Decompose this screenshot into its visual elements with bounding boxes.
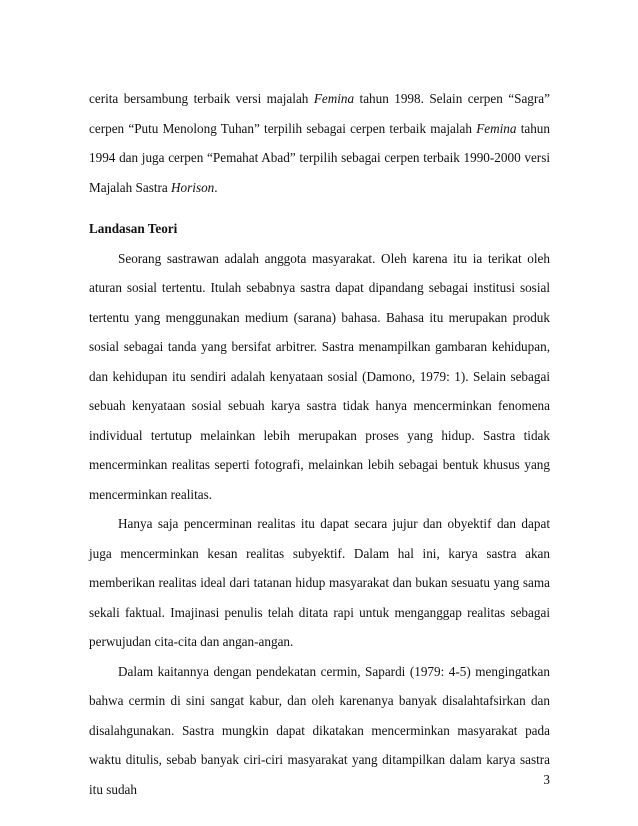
paragraph-landasan-3: Dalam kaitannya dengan pendekatan cermin, Sapardi (1979: 4-5) mengingatkan bahwa cermin di sini sangat kabur, dan oleh karenanya banyak disalahtafsirkan dan disalahgunakan. Sastra mungkin dapat dikatakan mencerminkan masyarakat pada waktu ditulis, sebab banyak ciri-ciri masyarakat yang ditampilkan dalam karya sastra itu sudah (89, 663, 550, 797)
section-heading: Landasan Teori (89, 221, 178, 236)
magazine-title: Femina (476, 120, 517, 136)
magazine-title: Femina (313, 91, 355, 106)
paragraph-landasan-1: Seorang sastrawan adalah anggota masyarakat. Oleh karena itu ia terikat oleh aturan sosial tertentu. Itulah sebabnya sastra dapat dipandang sebagai institusi sosial tertentu yang menggunakan medium (sarana) bahasa. Bahasa itu merupakan produk sosial sebagai tanda yang bersifat arbitrer. Sastra menampilkan gambaran kehidupan, dan kehidupan itu sendiri adalah kenyataan sosial (Damono, 1979: 1). Selain sebagai sebuah kenyataan sosial sebuah karya sastra tidak hanya mencerminkan fenomena individual tertutup melainkan lebih merupakan proses yang hidup. Sastra tidak mencerminkan realitas seperti fotografi, melainkan lebih sebagai bentuk khusus yang mencerminkan realitas. (89, 250, 550, 502)
paragraph-intro (89, 84, 550, 202)
text-run: . (214, 179, 218, 195)
magazine-title: Horison (171, 179, 215, 195)
text-run: tahun 1994 dan juga cerpen “Pemahat Abad” terpilih sebagai cerpen terbaik 1990-2000 versi Majalah Sastra (89, 120, 550, 195)
paragraph-landasan-2: Hanya saja pencerminan realitas itu dapat secara jujur dan obyektif dan dapat juga mencerminkan kesan realitas subyektif. Dalam hal ini, karya sastra akan memberikan realitas ideal dari tatanan hidup masyarakat dan bukan sesuatu yang sama sekali faktual. Imajinasi penulis telah ditata rapi untuk menganggap realitas sebagai perwujudan cita-cita dan angan-angan. (89, 516, 550, 649)
text-run: cerita bersambung terbaik versi majalah (89, 91, 314, 106)
text-run: tahun 1998. Selain cerpen “Sagra” cerpen “Putu Menolong Tuhan” terpilih sebagai cerpen terbaik majalah (89, 91, 550, 136)
page-number: 3 (543, 772, 550, 787)
page-body (89, 84, 550, 804)
